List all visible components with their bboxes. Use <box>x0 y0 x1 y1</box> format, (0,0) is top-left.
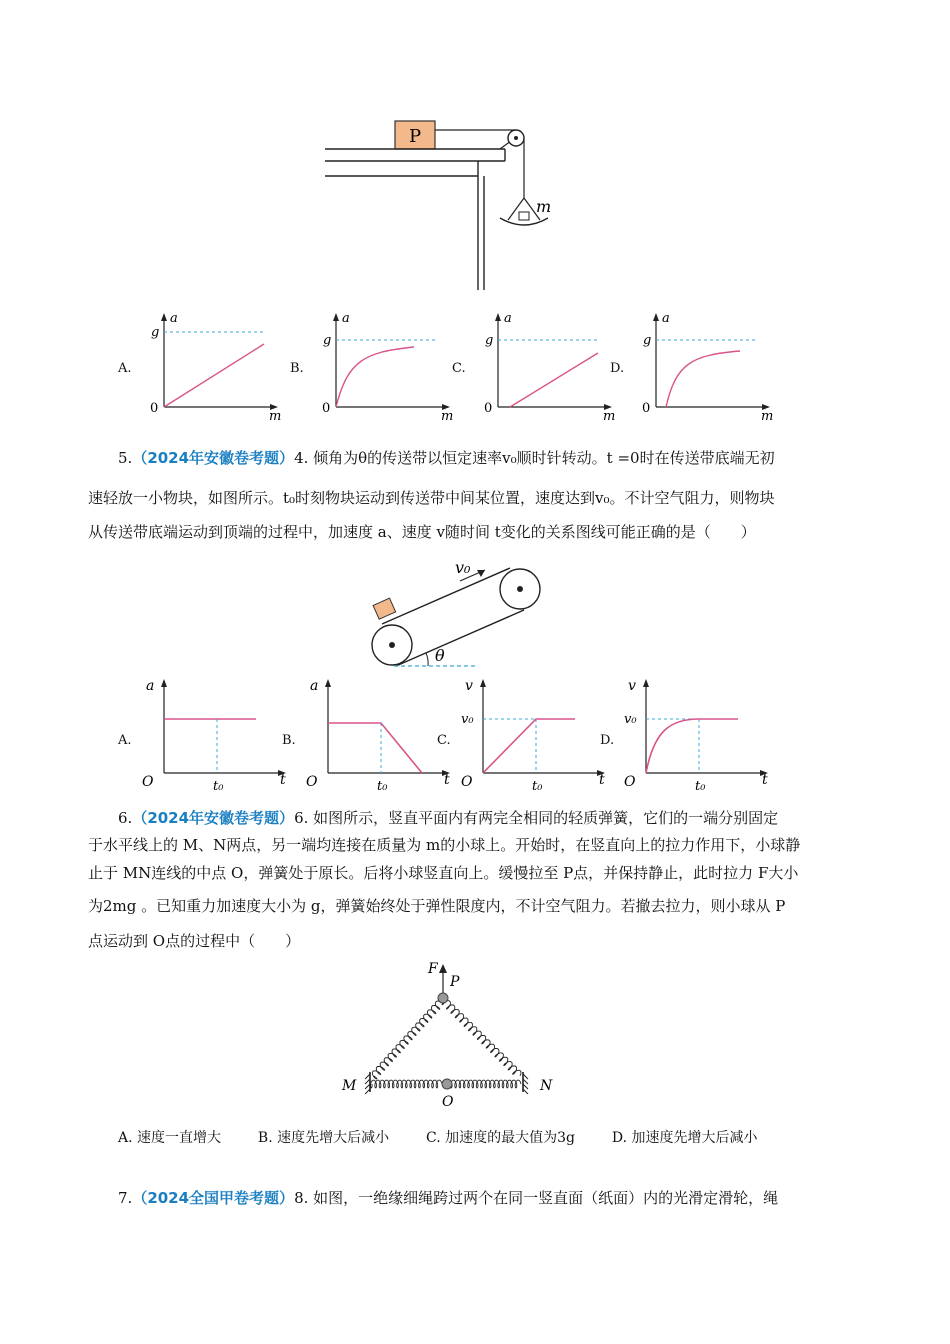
q5-option-d[interactable]: D. <box>600 733 615 748</box>
y-axis-arrow-icon <box>495 313 501 321</box>
origin-label: 0 <box>322 401 331 416</box>
q6-option-a[interactable]: A. 速度一直增大 <box>118 1130 222 1146</box>
spring-coil <box>451 1080 522 1088</box>
q7-line1: 7.（2024全国甲卷考题）8. 如图，一绝缘细绳跨过两个在同一竖直面（纸面）内的光滑定滑轮，绳 <box>118 1189 779 1207</box>
x-axis-label: m <box>603 409 616 424</box>
a-m-curve <box>666 351 740 407</box>
y-axis-label: a <box>662 311 670 326</box>
q4-graph-a <box>146 310 291 425</box>
y-axis-label: a <box>342 311 350 326</box>
x-axis-label: m <box>269 409 282 424</box>
q6-source: （2024年安徽卷考题） <box>132 809 295 827</box>
q5-option-b[interactable]: B. <box>282 733 296 748</box>
y-axis-arrow-icon <box>480 679 486 687</box>
origin-label: O <box>142 774 154 790</box>
origin-label: O <box>624 774 636 790</box>
q6-line2: 于水平线上的 M、N两点，另一端均连接在质量为 m的小球上。开始时，在竖直向上的拉力作用下，小球静 <box>88 836 801 854</box>
q6-options <box>118 1127 898 1149</box>
q4-graph-d <box>638 310 783 425</box>
v0-label: v₀ <box>461 712 474 727</box>
a-m-curve <box>336 347 414 407</box>
q4-graph-b <box>318 310 463 425</box>
y-axis-arrow-icon <box>643 679 649 687</box>
q4-graph-c <box>480 310 625 425</box>
point-o-label: O <box>442 1094 454 1110</box>
conveyor-figure <box>360 553 560 673</box>
y-axis-arrow-icon <box>653 313 659 321</box>
point-m-label: M <box>342 1078 357 1094</box>
origin-label: 0 <box>150 401 159 416</box>
springs <box>371 1001 522 1088</box>
g-label: g <box>643 333 652 348</box>
mass-label: m <box>536 197 552 216</box>
q6-option-b[interactable]: B. 速度先增大后减小 <box>257 1130 390 1146</box>
t0-label: t₀ <box>532 779 543 794</box>
a-t-curve <box>328 723 422 773</box>
t0-label: t₀ <box>695 779 706 794</box>
y-axis-label: a <box>170 311 178 326</box>
pulley-figure <box>310 108 570 293</box>
y-axis-label: a <box>504 311 512 326</box>
q6-line5: 点运动到 O点的过程中（ ） <box>88 932 301 950</box>
origin-label: 0 <box>484 401 493 416</box>
force-label: F <box>428 961 438 977</box>
q6-option-d[interactable]: D. 加速度先增大后减小 <box>611 1130 758 1146</box>
x-axis-label: t <box>444 772 450 788</box>
y-axis-arrow-icon <box>333 313 339 321</box>
v-t-curve <box>483 719 575 773</box>
spring-coil <box>442 1001 521 1076</box>
v-t-curve <box>646 719 738 773</box>
q5-line3: 从传送带底端运动到顶端的过程中，加速度 a、速度 v随时间 t变化的关系图线可能正确的是（ ） <box>88 523 756 541</box>
y-axis-label: v <box>465 678 473 694</box>
g-label: g <box>323 333 332 348</box>
q4-option-a[interactable]: A. <box>118 361 132 376</box>
y-axis-arrow-icon <box>325 679 331 687</box>
point-p-label: P <box>450 974 460 990</box>
y-axis-label: v <box>628 678 636 694</box>
q5-line1: 5.（2024年安徽卷考题）4. 倾角为θ的传送带以恒定速率v₀顺时针转动。t =0时在传送带底端无初 <box>118 449 775 467</box>
v0-label: v₀ <box>624 712 637 727</box>
q5-option-c[interactable]: C. <box>437 733 451 748</box>
y-axis-arrow-icon <box>161 679 167 687</box>
x-axis-label: m <box>761 409 774 424</box>
point-n-label: N <box>540 1078 553 1094</box>
x-axis-label: t <box>280 772 286 788</box>
y-axis-label: a <box>146 678 155 694</box>
conveyor-v0-label: v₀ <box>455 558 471 577</box>
q5-line2: 速轻放一小物块，如图所示。t₀时刻物块运动到传送带中间某位置，速度达到v₀。不计空气阻力，则物块 <box>88 489 775 507</box>
q7-source: （2024全国甲卷考题） <box>132 1189 295 1207</box>
q5-source: （2024年安徽卷考题） <box>132 449 295 467</box>
t0-label: t₀ <box>213 779 224 794</box>
y-axis-label: a <box>310 678 319 694</box>
t0-label: t₀ <box>377 779 388 794</box>
q6-line3: 止于 MN连线的中点 O，弹簧处于原长。后将小球竖直向上。缓慢拉至 P点，并保持静止，此时拉力 F大小 <box>88 864 799 882</box>
origin-label: O <box>306 774 318 790</box>
g-label: g <box>485 333 494 348</box>
x-axis-label: t <box>762 772 768 788</box>
spring-figure <box>330 960 580 1110</box>
q5-option-a[interactable]: A. <box>118 733 132 748</box>
x-axis-label: m <box>441 409 454 424</box>
q5-graph-c <box>459 673 619 798</box>
g-label: g <box>151 325 160 340</box>
q6-line4: 为2mg 。已知重力加速度大小为 g，弹簧始终处于弹性限度内，不计空气阻力。若撤去拉力，则小球从 P <box>88 897 786 915</box>
y-axis-arrow-icon <box>161 313 167 321</box>
x-axis-label: t <box>599 772 605 788</box>
conveyor-angle-label: θ <box>435 646 445 665</box>
origin-label: O <box>461 774 473 790</box>
origin-label: 0 <box>642 401 651 416</box>
q5-graph-a <box>140 673 300 798</box>
q4-option-d[interactable]: D. <box>610 361 625 376</box>
spring-coil <box>372 1001 441 1079</box>
q5-graph-d <box>622 673 782 798</box>
spring-coil <box>371 1080 443 1088</box>
block-label: P <box>408 126 422 147</box>
q4-option-c[interactable]: C. <box>452 361 466 376</box>
a-m-curve <box>510 353 598 407</box>
a-m-curve <box>164 344 264 407</box>
q4-option-b[interactable]: B. <box>290 361 304 376</box>
q6-line1: 6.（2024年安徽卷考题）6. 如图所示，竖直平面内有两完全相同的轻质弹簧，它们的一端分别固定 <box>118 809 779 827</box>
q6-option-c[interactable]: C. 加速度的最大值为3g <box>426 1130 576 1146</box>
